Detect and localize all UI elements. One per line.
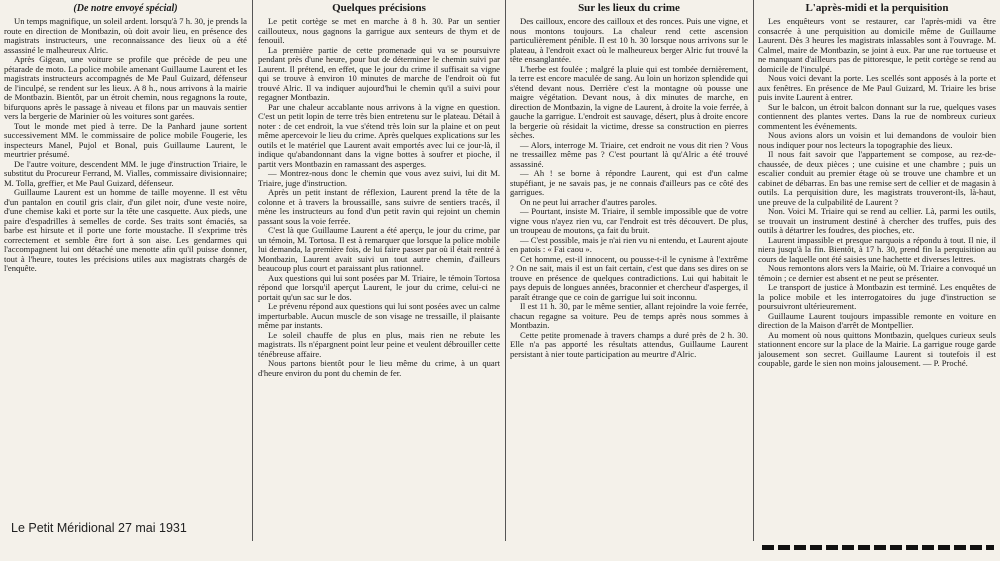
article-column-2: [258, 2, 500, 540]
paragraph: Il est 11 h. 30, par le même sentier, allant rejoindre la voie ferrée, chacun regagne sa voiture. Peu de temps après nous sommes à Montbazin.: [510, 301, 748, 330]
article-column-1: [4, 2, 247, 540]
paragraph: Cette petite promenade à travers champs a duré près de 2 h. 30. Elle n'a pas apporté les résultats attendus, Guillaume Laurent persistant à nier toute participation au meurtre d'Alric.: [510, 329, 748, 359]
paragraph: Aux questions qui lui sont posées par M. Triaire, le témoin Tortosa répond que lorsqu'il aperçut Laurent, le jour du crime, celui-ci ne portait qu'un sac sur le dos.: [258, 272, 500, 302]
paragraph: Guillaume Laurent est un homme de taille moyenne. Il est vêtu d'un pantalon en coutil gris clair, d'un gilet noir, d'une veste noire, d'une chemise kaki et porte sur la tête une casquette. Aux pieds, une paire d'espadrilles à semelles de corde. Ses traits sont émaciés, sa barbe est hirsute et il porte une forte moustache. Il s'exprime très correctement et semble être fort à son aise. Les gendarmes qui l'accompagnent lui ont détaché une menotte afin qu'il puisse donner, tout à l'heure, toutes les précisions utiles aux magistrats chargés de l'enquête.: [4, 187, 247, 273]
paragraph: De l'autre voiture, descendent MM. le juge d'instruction Triaire, le substitut du Procureur Ferrand, M. Vialles, commissaire divisionnaire; M. Tolla, greffier, et Me Paul Guizard, défenseur.: [4, 158, 247, 188]
paragraph: La première partie de cette promenade qui va se poursuivre pendant près d'une heure, pour but de déterminer le chemin suivi par Laurent. Il prétend, en effet, que le jour du crime il suffisait sa vigne qui se trouve à environ 10 minutes de marche de l'endroit où fut trouvé Alric. Il va indiquer aujourd'hui le chemin qu'il a suivi pour regagner Montbazin.: [258, 44, 500, 102]
column-heading: L'après-midi et la perquisition: [805, 2, 949, 14]
article-column-3: [510, 2, 748, 540]
paragraph: Nous avions alors un voisin et lui demandons de vouloir bien nous indiquer pour nos lecteurs la topographie des lieux.: [758, 130, 996, 150]
paragraph: Nous remontons alors vers la Mairie, où M. Triaire a convoqué un témoin ; ce dernier est absent et ne peut se présenter.: [758, 263, 996, 283]
paragraph: Laurent impassible et presque narquois a répondu à tout. Il nie, il niera jusqu'à la fin. Bientôt, à 17 h. 30, prend fin la perquisition au cours de laquelle ont été saisies une hachette et diverses lettres.: [758, 234, 996, 264]
paragraph: Le petit cortège se met en marche à 8 h. 30. Par un sentier caillouteux, nous gagnons la garrigue aux senteurs de thym et de fenouil.: [258, 16, 500, 45]
paragraph: — Alors, interroge M. Triaire, cet endroit ne vous dit rien ? Vous ne tressaillez même pas ? C'est pourtant là qu'Alric a été trouvé assassiné.: [510, 139, 748, 169]
paragraph: Après un petit instant de réflexion, Laurent prend la tête de la colonne et à travers la broussaille, sans suivre de sentiers tracés, il mène les instructeurs au fond d'un petit ravin qui rejoint un chemin passant sous la voie ferrée.: [258, 187, 500, 226]
column-heading: (De notre envoyé spécial): [73, 3, 178, 14]
column-heading: Quelques précisions: [332, 2, 426, 14]
paragraph: — Ah ! se borne à répondre Laurent, qui est d'un calme stupéfiant, je ne savais pas, je ne connais d'ailleurs pas ce côté des garrigues.: [510, 168, 748, 197]
paragraph: Un temps magnifique, un soleil ardent. lorsqu'à 7 h. 30, je prends la route en direction de Montbazin, où doit avoir lieu, en présence des magistrats instructeurs, une reconnaissance des lieux où a été assassiné le malheureux Alric.: [4, 16, 247, 55]
paragraph: Sur le balcon, un étroit balcon donnant sur la rue, quelques vases contiennent des plantes vertes. Dans la rue de nombreux curieux commentent les événements.: [758, 101, 996, 131]
paragraph: C'est là que Guillaume Laurent a été aperçu, le jour du crime, par un témoin, M. Tortosa. Il est à remarquer que lorsque la police mobile lui demanda, la première fois, de lui faire passer par où il était rentré à Montbazin, Laurent avait suivi un tout autre chemin, d'ailleurs beaucoup plus court et paraissant plus rationnel.: [258, 225, 500, 273]
column-rule: [753, 0, 754, 541]
paragraph: Non. Voici M. Triaire qui se rend au cellier. Là, parmi les outils, se trouvait un instrument destiné à chercher des truffes, puis des outils à détartrer les foudres, des pioches, etc.: [758, 206, 996, 235]
column-rule: [252, 0, 253, 541]
end-rule-dashes: [762, 545, 994, 550]
article-column-4: [758, 2, 996, 540]
paragraph: Après Gigean, une voiture se profile que précède de peu une pétarade de moto. La police mobile amenant Guillaume Laurent et les magistrats instructeurs accompagnés de Me Paul Guizard, défenseur de l'inculpé, se rendent sur les lieux. A 8 h., nous arrivons à la mairie de Montbazin. Bientôt, par un étroit chemin, nous regagnons la route, bifurquons après le passage à niveau et filons par un mauvais sentier vers la bergerie de Marinier où les voitures sont garées.: [4, 54, 247, 121]
paragraph: Au moment où nous quittons Montbazin, quelques curieux seuls stationnent encore sur la place de la Mairie. La garrigue rouge garde jalousement son secret. Guillaume Laurent si toutefois il est coupable, garde le sien non moins jalousement. — P. Proché.: [758, 329, 996, 368]
paragraph: Les enquêteurs vont se restaurer, car l'après-midi va être consacrée à une perquisition au domicile même de Guillaume Laurent. Dès 3 heures les magistrats inlassables sont à l'ouvrage. M. Calmel, maire de Montbazin, se joint à eux. Par une rue tortueuse et ne manquant d'ailleurs pas de pittoresque, le petit cortège se rend au domicile de l'inculpé.: [758, 16, 996, 74]
paragraph: Il nous fait savoir que l'appartement se compose, au rez-de-chaussée, de deux pièces ; une cuisine et une chambre ; puis un escalier conduit au premier étage où se trouve une chambre et un cabinet de débarras. En bas une remise sert de cellier et de magasin à outils. La perquisition dure, les magistrats trouveront-ils, là-haut, une preuve de la culpabilité de Laurent ?: [758, 149, 996, 207]
paragraph: — C'est possible, mais je n'ai rien vu ni entendu, et Laurent ajoute en patois : « Fai caou ».: [510, 234, 748, 254]
paragraph: Cet homme, est-il innocent, ou pousse-t-il le cynisme à l'extrême ? On ne sait, mais il est un fait certain, c'est que dans ses dires on se trouve en présence de quelques contradictions. Lui qui habitait le pays depuis de longues années, braconnier et chercheur d'asperges, il paraît étrange que ce coin de garrigue lui soit inconnu.: [510, 253, 748, 302]
paragraph: Le transport de justice à Montbazin est terminé. Les enquêtes de la police mobile et les interrogatoires du juge d'instruction se poursuivront ultérieurement.: [758, 282, 996, 311]
paragraph: Le prévenu répond aux questions qui lui sont posées avec un calme imperturbable. Aucun muscle de son visage ne tressaille, il plaisante même par instants.: [258, 301, 500, 330]
paragraph: — Montrez-nous donc le chemin que vous avez suivi, lui dit M. Triaire, juge d'instruction.: [258, 168, 500, 188]
paragraph: Le soleil chauffe de plus en plus, mais rien ne rebute les magistrats. Ils n'épargnent point leur peine et veulent débrouiller cette ténébreuse affaire.: [258, 329, 500, 359]
paragraph: Tout le monde met pied à terre. De la Panhard jaune sortent successivement MM. le commissaire de police mobile Fougerie, les inspecteurs Manel, Pujol et Bonal, puis Guillaume Laurent, le meurtrier présumé.: [4, 120, 247, 159]
paragraph: Par une chaleur accablante nous arrivons à la vigne en question. C'est un petit lopin de terre très bien entretenu sur le plateau. Détail à noter : de cet endroit, la vue s'étend très loin sur la plaine et on peut même apercevoir le lieu du crime. Après quelques explications sur les outils et le matériel que Laurent avait emportés avec lui ce jour-là, il indique qu'abandonnant dans la vigne bottes à soufrer et pioche, il partit vers Montbazin en ramassant des asperges.: [258, 101, 500, 169]
paragraph: Nous partons bientôt pour le lieu même du crime, à un quart d'heure environ du pont du chemin de fer.: [258, 358, 500, 378]
paragraph: On ne peut lui arracher d'autres paroles.: [520, 196, 657, 207]
paragraph: L'herbe est foulée ; malgré la pluie qui est tombée dernièrement, la terre est encore maculée de sang. Au loin un horizon splendide qui s'étend devant nous. Derrière c'est la montagne où pousse une maigre végétation. Devant nous, à dix minutes de marche, en direction de Montbazin, la vigne de Laurent, à droite la voie ferrée, à gauche la garrigue. L'endroit est sauvage, désert, plus à droite encore la bergerie où résidait la victime, dresse sa construction en pierres sèches.: [510, 63, 748, 140]
column-heading: Sur les lieux du crime: [578, 2, 680, 14]
column-rule: [505, 0, 506, 541]
paragraph: — Pourtant, insiste M. Triaire, il semble impossible que de votre vigne vous n'ayez rien vu, car l'endroit est très découvert. De plus, un troupeau de moutons, ça fait du bruit.: [510, 206, 748, 235]
paragraph: Nous voici devant la porte. Les scellés sont apposés à la porte et aux fenêtres. En présence de Me Paul Guizard, M. Triaire les brise puis invite Laurent à entrer.: [758, 73, 996, 102]
image-caption: Le Petit Méridional 27 mai 1931: [8, 520, 190, 536]
paragraph: Guillaume Laurent toujours impassible remonte en voiture en direction de la Maison d'arrêt de Montpellier.: [758, 310, 996, 330]
paragraph: Des cailloux, encore des cailloux et des ronces. Puis une vigne, et nous montons toujours. La chaleur rend cette ascension particulièrement pénible. Il est 10 h. 30 lorsque nous arrivons sur le plateau, à l'endroit exact où le malheureux berger Alric fut trouvé la tête ensanglantée.: [510, 16, 748, 64]
